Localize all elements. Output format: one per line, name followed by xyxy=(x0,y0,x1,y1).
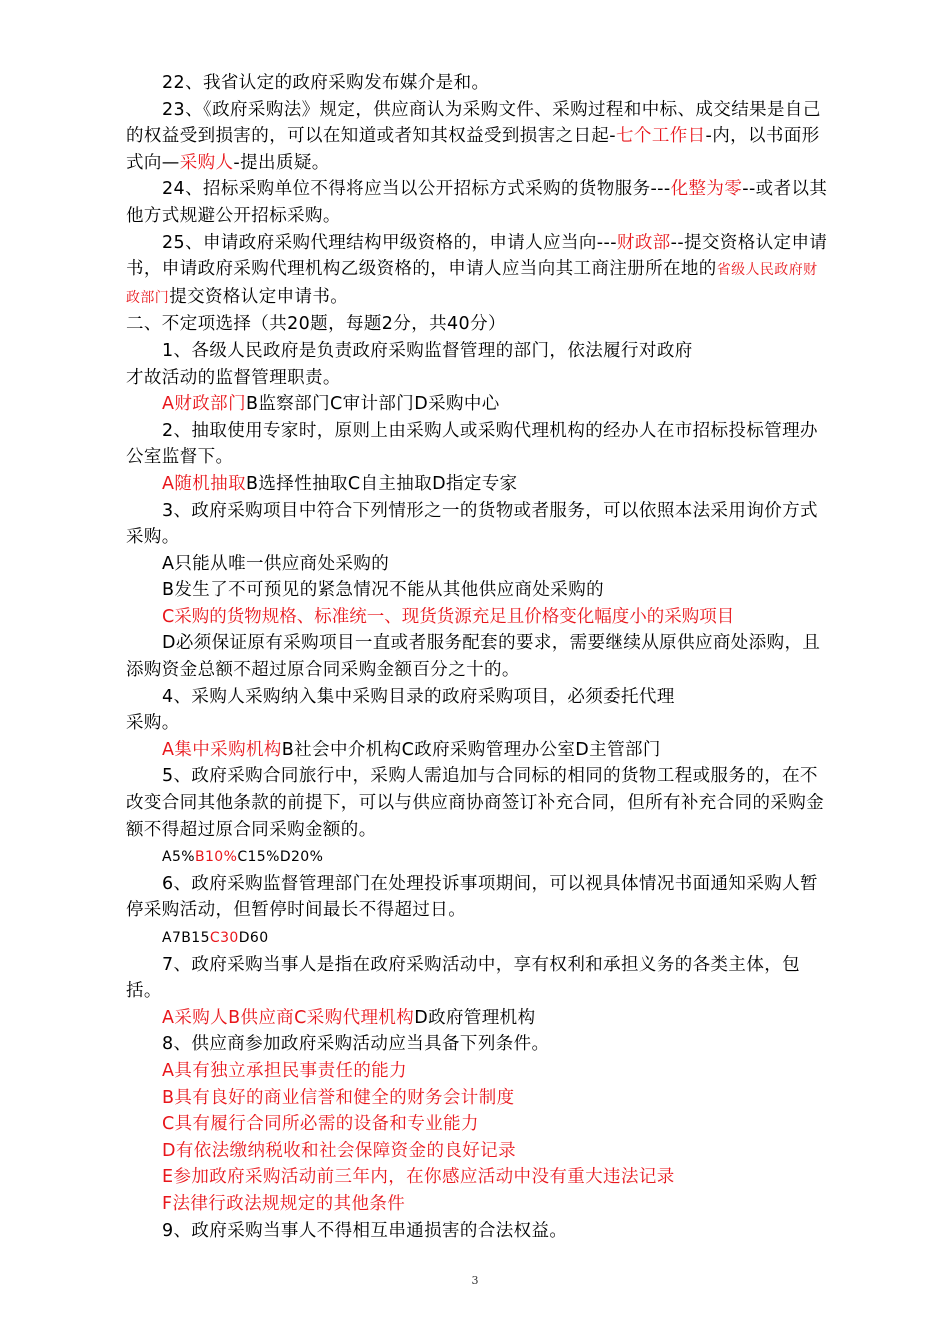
answer-text: E参加政府采购活动前三年内，在你感应活动中没有重大违法记录 xyxy=(162,1167,675,1188)
paragraph-line xyxy=(126,737,831,764)
text-segment: C15%D20% xyxy=(237,849,324,866)
answer-text: 省级人民政府财政部门 xyxy=(126,262,818,306)
paragraph-line xyxy=(126,338,831,365)
text-segment: 7、政府采购当事人是指在政府采购活动中，享有权利和承担义务的各类主体，包括。 xyxy=(126,954,801,1002)
text-segment: B社会中介机构C政府采购管理办公室D主管部门 xyxy=(281,739,661,760)
paragraph-line xyxy=(126,577,831,604)
text-segment: 8、供应商参加政府采购活动应当具备下列条件。 xyxy=(162,1034,550,1055)
answer-text: C30 xyxy=(209,930,239,946)
text-segment: 24、招标采购单位不得将应当以公开招标方式采购的货物服务--- xyxy=(162,179,671,200)
text-segment: 22、我省认定的政府采购发布媒介是和。 xyxy=(162,73,490,93)
paragraph-line xyxy=(126,391,831,418)
paragraph-line xyxy=(126,1058,831,1085)
text-segment: A7B15 xyxy=(162,930,210,946)
answer-text: 采购人 xyxy=(179,152,234,173)
paragraph-line xyxy=(126,871,831,924)
paragraph-line xyxy=(126,418,831,471)
text-segment: D政府管理机构 xyxy=(414,1007,536,1028)
answer-text: B10% xyxy=(195,849,238,866)
text-segment: 25、申请政府采购代理结构甲级资格的，申请人应当向--- xyxy=(162,232,617,253)
paragraph-line xyxy=(126,1111,831,1138)
paragraph-line xyxy=(126,1138,831,1165)
paragraph-line xyxy=(126,763,831,843)
paragraph-line xyxy=(126,97,831,177)
text-segment: -内，以书面形式向— xyxy=(126,126,820,173)
text-segment: A只能从唯一供应商处采购的 xyxy=(162,553,390,574)
answer-text: A具有独立承担民事责任的能力 xyxy=(162,1060,408,1081)
paragraph-line xyxy=(126,365,831,392)
paragraph-line xyxy=(126,176,831,229)
text-segment: 2、抽取使用专家时，原则上由采购人或采购代理机构的经办人在市招标投标管理办公室监督下。 xyxy=(126,420,818,468)
text-segment: 6、政府采购监督管理部门在处理投诉事项期间，可以视具体情况书面通知采购人暂停采购活动，但暂停时间最长不得超过日。 xyxy=(126,873,818,921)
paragraph-line xyxy=(126,1031,831,1058)
paragraph-line xyxy=(126,604,831,631)
answer-text: F法律行政法规规定的其他条件 xyxy=(162,1193,406,1214)
paragraph-line xyxy=(126,1191,831,1218)
text-segment: 23、《政府采购法》规定，供应商认为采购文件、采购过程和中标、成交结果是自己的权益受到损害的，可以在知道或者知其权益受到损害之日起- xyxy=(126,99,821,147)
text-segment: 3、政府采购项目中符合下列情形之一的货物或者服务，可以依照本法采用询价方式采购。 xyxy=(126,500,818,548)
answer-text: A财政部门 xyxy=(162,394,246,415)
text-segment: A5% xyxy=(162,849,195,866)
text-segment: 4、采购人采购纳入集中采购目录的政府采购项目，必须委托代理 xyxy=(162,686,675,707)
text-segment: 才故活动的监督管理职责。 xyxy=(126,367,341,388)
answer-text: B具有良好的商业信誉和健全的财务会计制度 xyxy=(162,1087,515,1108)
answer-text: 财政部 xyxy=(616,232,671,253)
text-segment: -提出质疑。 xyxy=(233,152,330,173)
paragraph-line xyxy=(126,630,831,683)
paragraph-line xyxy=(126,843,831,871)
paragraph-line xyxy=(126,471,831,498)
text-segment: B发生了不可预见的紧急情况不能从其他供应商处采购的 xyxy=(162,580,605,601)
text-segment: --或者以其他方式规避公开招标采购。 xyxy=(126,179,828,226)
answer-text: A随机抽取 xyxy=(162,473,246,494)
answer-text: D有依法缴纳税收和社会保障资金的良好记录 xyxy=(162,1140,516,1161)
answer-text: 七个工作日 xyxy=(616,126,706,147)
answer-text: 化整为零 xyxy=(670,179,743,200)
text-segment: D必须保证原有采购项目一直或者服务配套的要求，需要继续从原供应商处添购，且添购资金总额不超过原合同采购金额百分之十的。 xyxy=(126,633,821,681)
paragraph-line xyxy=(126,1005,831,1032)
answer-text: A采购人B供应商C采购代理机构 xyxy=(162,1007,415,1028)
paragraph-line xyxy=(126,551,831,578)
text-segment: 9、政府采购当事人不得相互串通损害的合法权益。 xyxy=(162,1220,568,1241)
text-segment: 提交资格认定申请书。 xyxy=(169,286,349,307)
text-segment: D60 xyxy=(238,930,269,946)
paragraph-line xyxy=(126,230,831,312)
paragraph-line xyxy=(126,952,831,1005)
paragraph-line xyxy=(126,70,831,97)
text-segment: B选择性抽取C自主抽取D指定专家 xyxy=(245,473,518,494)
text-segment: 1、各级人民政府是负责政府采购监督管理的部门，依法履行对政府 xyxy=(162,340,693,361)
answer-text: C采购的货物规格、标准统一、现货货源充足且价格变化幅度小的采购项目 xyxy=(162,606,735,627)
answer-text: A集中采购机构 xyxy=(162,739,282,760)
text-segment: --提交资格认定申请书，申请政府采购代理机构乙级资格的，申请人应当向其工商注册所在地的 xyxy=(126,232,828,280)
document-body xyxy=(126,70,831,1244)
page-number: 3 xyxy=(471,1274,479,1287)
paragraph-line xyxy=(126,498,831,551)
text-segment: 5、政府采购合同旅行中，采购人需追加与合同标的相同的货物工程或服务的，在不改变合同其他条款的前提下，可以与供应商协商签订补充合同，但所有补充合同的采购金额不得超过原合同采购金额的。 xyxy=(126,766,825,840)
paragraph-line xyxy=(126,924,831,952)
paragraph-line xyxy=(126,1164,831,1191)
paragraph-line xyxy=(126,684,831,711)
paragraph-line xyxy=(126,710,831,737)
paragraph-line xyxy=(126,1085,831,1112)
text-segment: B监察部门C审计部门D采购中心 xyxy=(245,394,500,415)
answer-text: C具有履行合同所必需的设备和专业能力 xyxy=(162,1114,479,1135)
paragraph-line xyxy=(126,311,831,338)
text-segment: 采购。 xyxy=(126,713,180,734)
paragraph-line xyxy=(126,1218,831,1245)
text-segment: 二、不定项选择（共20题，每题2分，共40分） xyxy=(126,314,506,335)
